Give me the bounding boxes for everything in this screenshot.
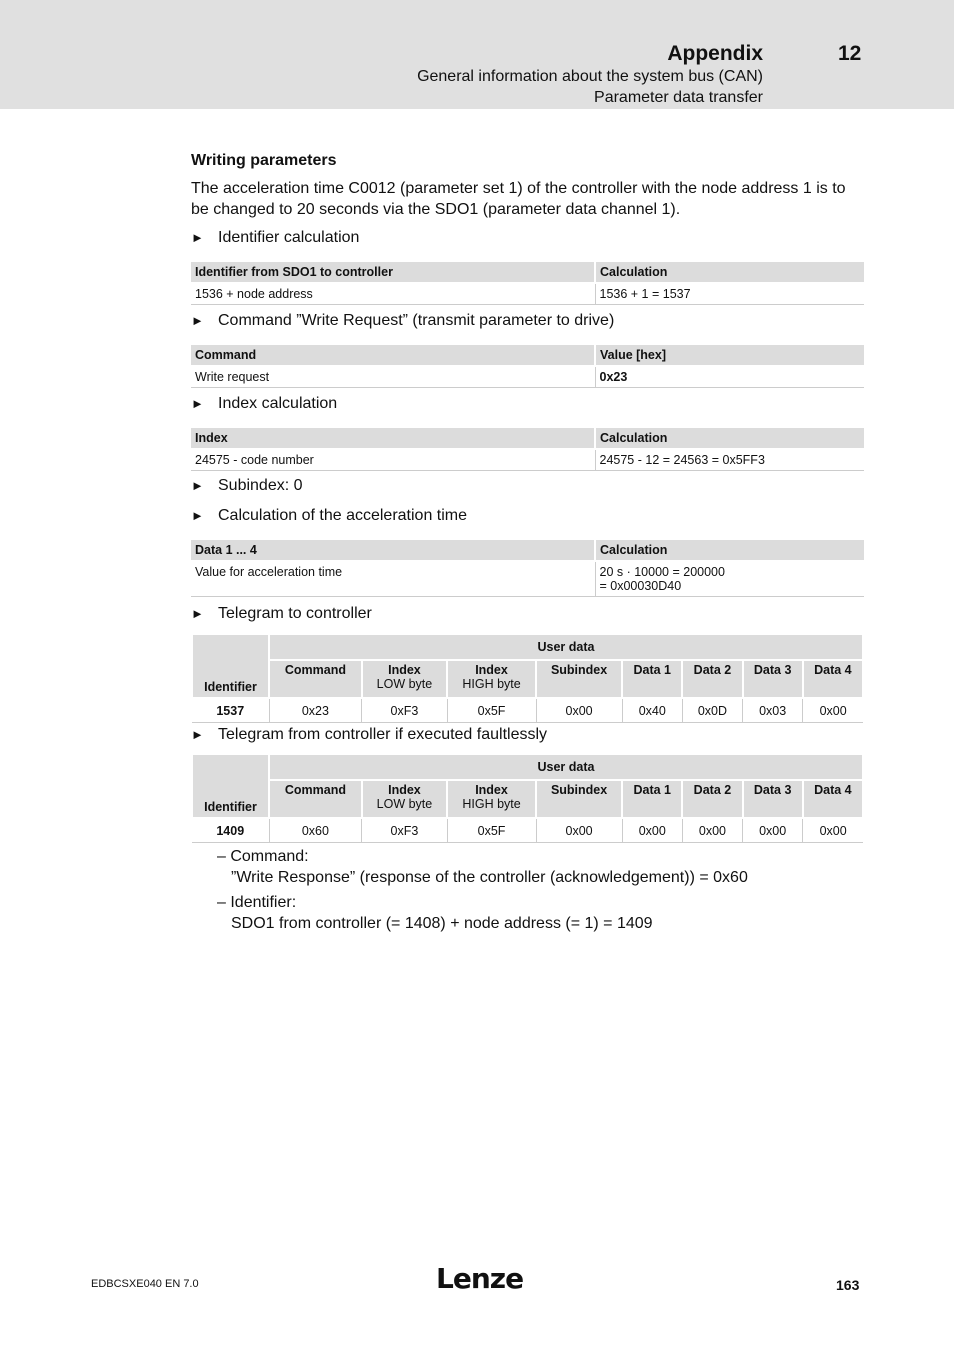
table-header: Calculation	[595, 262, 864, 283]
table-cell: 24575 - 12 = 24563 = 0x5FF3	[595, 449, 864, 471]
chapter-title: Appendix	[667, 42, 763, 65]
bullet-subindex	[191, 477, 303, 495]
table-header: Data 3	[743, 780, 803, 818]
table-cell: 0x00	[536, 698, 622, 723]
table-row	[192, 818, 863, 843]
triangle-bullet-icon: ►	[191, 478, 204, 493]
table-cell: 24575 - code number	[191, 449, 595, 471]
table-cell: 0x40	[622, 698, 682, 723]
bullet-write-request	[191, 312, 614, 330]
document-code: EDBCSXE040 EN 7.0	[91, 1278, 199, 1290]
table-row	[191, 449, 864, 471]
index-table	[191, 428, 864, 471]
bullet-telegram-to-controller	[191, 605, 372, 623]
bullet-text: Command ”Write Request” (transmit parameter to drive)	[218, 312, 615, 329]
bullet-text: Calculation of the acceleration time	[218, 507, 468, 524]
note-label: – Identifier:	[217, 894, 297, 911]
table-cell: 0x23	[269, 698, 362, 723]
table-cell: 0x5F	[447, 698, 536, 723]
table-cell: 0xF3	[362, 818, 447, 843]
lenze-logo: Lenze	[436, 1262, 524, 1295]
calc-line-2: = 0x00030D40	[599, 579, 682, 593]
bullet-text: Subindex: 0	[218, 477, 303, 494]
triangle-bullet-icon: ►	[191, 313, 204, 328]
table-header: Index LOW byte	[362, 660, 447, 698]
table-header: Command	[191, 345, 595, 366]
table-cell: Value for acceleration time	[191, 561, 595, 597]
table-row	[192, 698, 863, 723]
table-header: Data 1 ... 4	[191, 540, 595, 561]
table-header: Subindex	[536, 660, 622, 698]
table-header: Index HIGH byte	[447, 780, 536, 818]
table-header: Identifier from SDO1 to controller	[191, 262, 595, 283]
table-cell: 1537	[192, 698, 269, 723]
table-header: User data	[269, 634, 863, 660]
triangle-bullet-icon: ►	[191, 230, 204, 245]
table-cell: 1536 + 1 = 1537	[595, 283, 864, 305]
triangle-bullet-icon: ►	[191, 508, 204, 523]
triangle-bullet-icon: ►	[191, 396, 204, 411]
table-cell: 0x0D	[682, 698, 742, 723]
table-header: Index HIGH byte	[447, 660, 536, 698]
data-calculation-table	[191, 540, 864, 597]
table-header: Calculation	[595, 428, 864, 449]
triangle-bullet-icon: ►	[191, 727, 204, 742]
bullet-telegram-from-controller	[191, 726, 547, 744]
table-cell: 0x5F	[447, 818, 536, 843]
table-cell: 0x03	[743, 698, 803, 723]
table-row	[191, 283, 864, 305]
note-identifier	[217, 892, 653, 934]
table-cell: 0x00	[803, 698, 863, 723]
table-header: Data 2	[682, 780, 742, 818]
table-header: Index	[191, 428, 595, 449]
telegram-to-table	[191, 633, 864, 723]
note-label: – Command:	[217, 848, 309, 865]
bullet-text: Telegram from controller if executed faultlessly	[218, 726, 548, 743]
table-cell: 0x00	[803, 818, 863, 843]
table-cell: 0xF3	[362, 698, 447, 723]
chapter-number: 12	[838, 42, 862, 65]
table-cell: 1536 + node address	[191, 283, 595, 305]
triangle-bullet-icon: ►	[191, 606, 204, 621]
note-command	[217, 846, 748, 888]
table-row	[191, 561, 864, 597]
table-header: Subindex	[536, 780, 622, 818]
note-text: ”Write Response” (response of the controller (acknowledgement)) = 0x60	[231, 869, 748, 886]
table-header: Command	[269, 660, 362, 698]
page-number: 163	[836, 1277, 860, 1293]
bullet-acceleration-time	[191, 507, 467, 525]
calc-line-1: 20 s · 10000 = 200000	[599, 565, 725, 579]
header-band	[0, 0, 954, 109]
table-cell	[595, 561, 864, 597]
header-subtitle-2: Parameter data transfer	[594, 89, 763, 106]
bullet-text: Index calculation	[218, 395, 338, 412]
table-header: Value [hex]	[595, 345, 864, 366]
bullet-identifier-calculation	[191, 229, 359, 247]
table-cell: 0x60	[269, 818, 362, 843]
table-header: Data 1	[622, 780, 682, 818]
table-cell: 0x00	[622, 818, 682, 843]
bullet-text: Identifier calculation	[218, 229, 360, 246]
table-header: User data	[269, 754, 863, 780]
table-cell: 0x23	[595, 366, 864, 388]
table-header: Identifier	[192, 754, 269, 818]
table-header: Calculation	[595, 540, 864, 561]
table-cell: 0x00	[536, 818, 622, 843]
bullet-text: Telegram to controller	[218, 605, 372, 622]
telegram-from-table	[191, 753, 864, 843]
table-cell: 0x00	[682, 818, 742, 843]
intro-paragraph: The acceleration time C0012 (parameter set 1) of the controller with the node address 1 is to be changed to 20 seconds via the SDO1 (parameter data channel 1).	[191, 180, 846, 218]
bullet-index-calculation	[191, 395, 337, 413]
command-table	[191, 345, 864, 388]
table-header: Command	[269, 780, 362, 818]
table-header: Data 4	[803, 780, 863, 818]
identifier-table	[191, 262, 864, 305]
table-cell: 1409	[192, 818, 269, 843]
table-header: Data 3	[743, 660, 803, 698]
header-subtitle-1: General information about the system bus (CAN)	[417, 68, 763, 85]
section-heading: Writing parameters	[191, 152, 337, 169]
table-header: Data 1	[622, 660, 682, 698]
table-cell: Write request	[191, 366, 595, 388]
table-cell: 0x00	[743, 818, 803, 843]
table-header: Data 2	[682, 660, 742, 698]
table-header: Index LOW byte	[362, 780, 447, 818]
note-text: SDO1 from controller (= 1408) + node address (= 1) = 1409	[231, 915, 653, 932]
table-header: Identifier	[192, 634, 269, 698]
table-row	[191, 366, 864, 388]
table-header: Data 4	[803, 660, 863, 698]
